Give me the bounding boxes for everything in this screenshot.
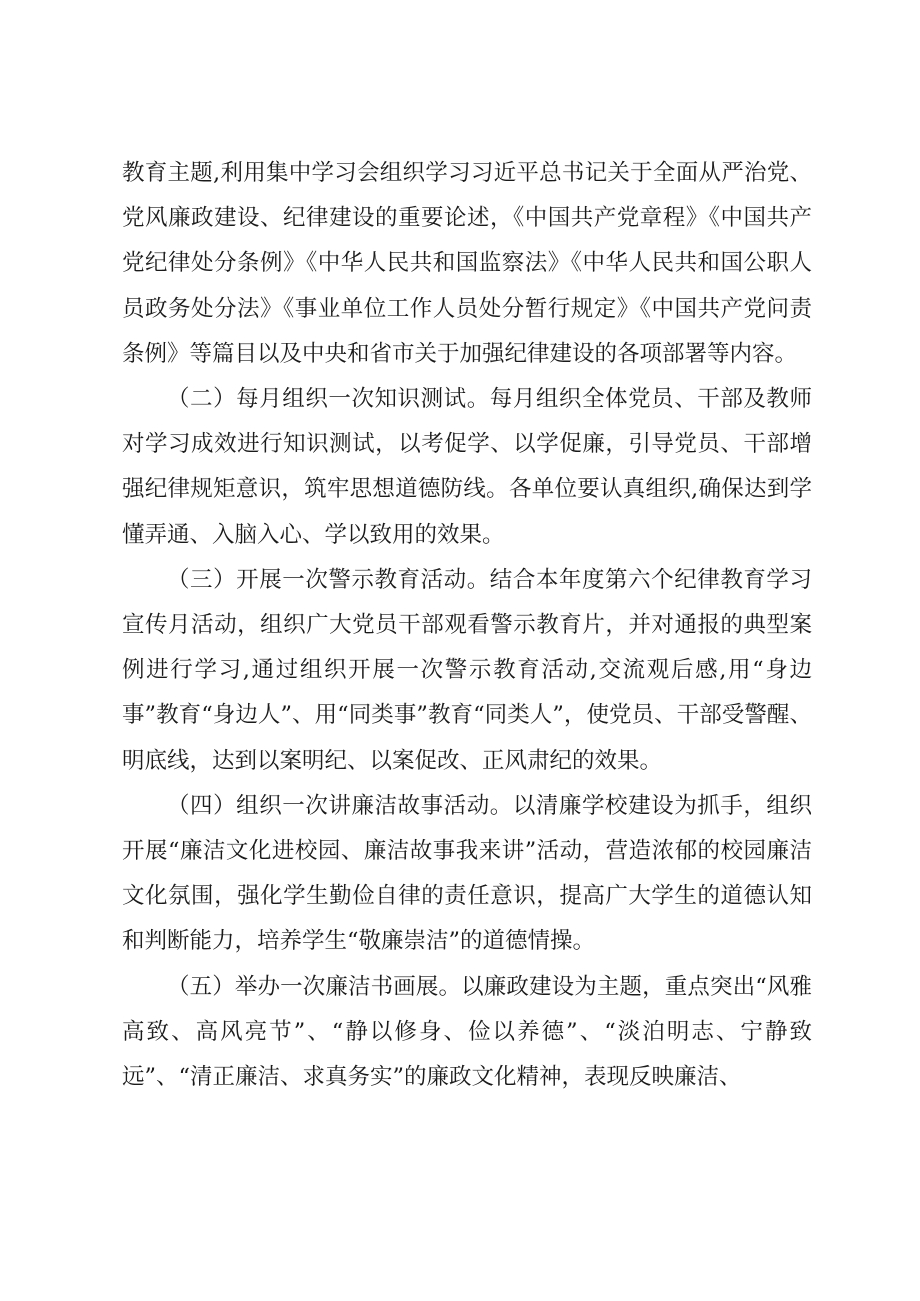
- paragraph-warning-education: （三）开展一次警示教育活动。结合本年度第六个纪律教育学习宣传月活动，组织广大党员干部观看警示教育片，并对通报的典型案例进行学习,通过组织开展一次警示教育活动,交流观后感,用“身边事”教育“身边人”、用“同类事”教育“同类人”，使党员、干部受警醒、明底线，达到以案明纪、以案促改、正风肃纪的效果。: [122, 566, 812, 774]
- document-body: [122, 151, 812, 1100]
- paragraph-monthly-test: （二）每月组织一次知识测试。每月组织全体党员、干部及教师对学习成效进行知识测试，以考促学、以学促廉，引导党员、干部增强纪律规矩意识，筑牢思想道德防线。各单位要认真组织,确保达到学懂弄通、入脑入心、学以致用的效果。: [122, 386, 812, 548]
- paragraph-calligraphy-exhibition: （五）举办一次廉洁书画展。以廉政建设为主题，重点突出“风雅高致、高风亮节”、“静以修身、俭以养德”、“淡泊明志、宁静致远”、“清正廉洁、求真务实”的廉政文化精神，表现反映廉洁、: [122, 973, 812, 1091]
- paragraph-integrity-stories: （四）组织一次讲廉洁故事活动。以清廉学校建设为抓手，组织开展“廉洁文化进校园、廉洁故事我来讲”活动，营造浓郁的校园廉洁文化氛围，强化学生勤俭自律的责任意识，提高广大学生的道德认知和判断能力，培养学生“敬廉崇洁”的道德情操。: [122, 792, 812, 955]
- paragraph-study-content: 教育主题,利用集中学习会组织学习习近平总书记关于全面从严治党、党风廉政建设、纪律建设的重要论述，《中国共产党章程》《中国共产党纪律处分条例》《中华人民共和国监察法》《中华人民共和国公职人员政务处分法》《事业单位工作人员处分暂行规定》《中国共产党问责条例》等篇目以及中央和省市关于加强纪律建设的各项部署等内容。: [122, 160, 812, 367]
